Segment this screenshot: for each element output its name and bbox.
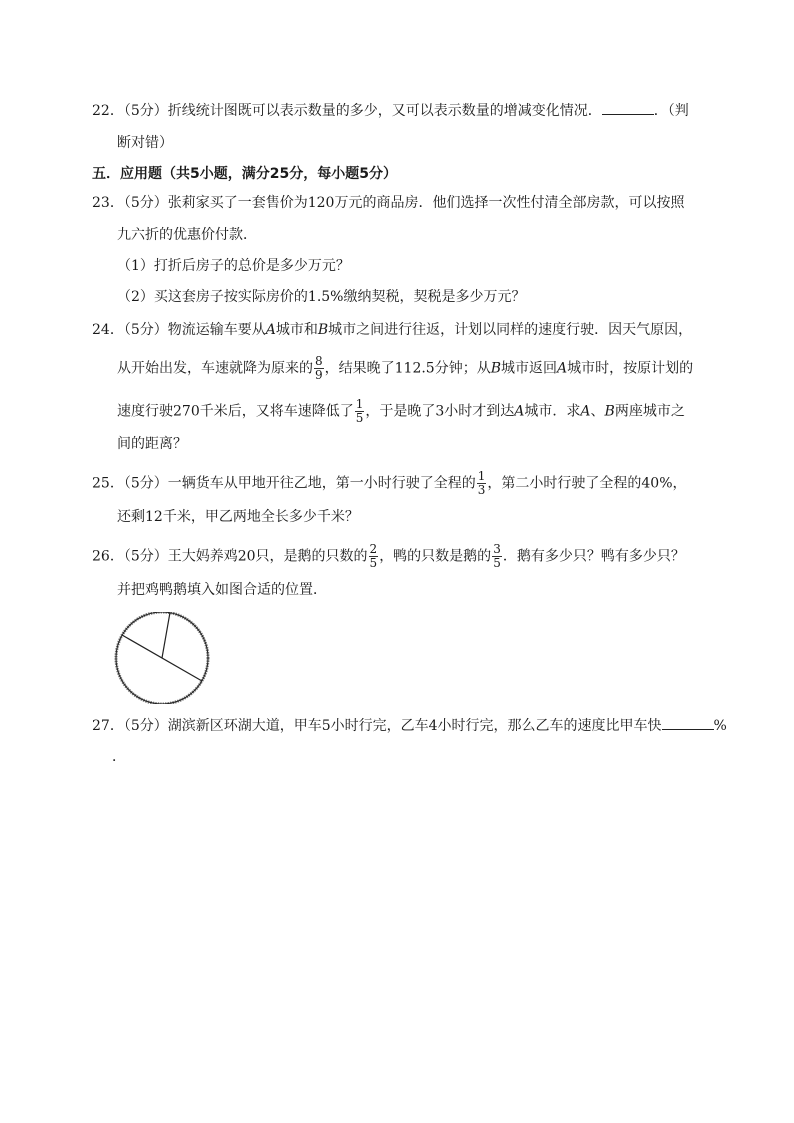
q26-text: 26．（5分）王大妈养鸡20只，是鹅的只数的 — [92, 548, 368, 565]
frac-denominator: 5 — [493, 556, 501, 570]
q22-text-suffix: ．（判 — [653, 103, 689, 119]
q27-answer-blank[interactable] — [662, 715, 714, 730]
q23-sub2: （2）买这套房子按实际房价的1.5%缴纳契税，契税是多少万元？ — [117, 289, 526, 305]
q24-text: 城市和 — [275, 322, 318, 338]
q24-line3 — [117, 398, 685, 425]
city-a: A — [580, 403, 591, 420]
q27-text: 27．（5分）湖滨新区环湖大道，甲车5小时行完，乙车4小时行完，那么乙车的速度比甲车快 — [92, 718, 662, 734]
pie-radius-line — [162, 613, 170, 659]
q24-text: 城市返回 — [501, 360, 558, 377]
frac-denominator: 5 — [369, 556, 378, 570]
q26-text: ．鹅有多少只？鸭有多少只？ — [502, 548, 685, 565]
q25-line2: 还剩12千米，甲乙两地全长多少千米？ — [117, 509, 359, 525]
q24-line4: 间的距离？ — [117, 436, 187, 452]
fraction-1-3 — [477, 470, 487, 497]
q27-line1 — [92, 715, 727, 736]
frac-denominator: 5 — [355, 411, 364, 425]
q27-line2: ． — [112, 749, 126, 765]
q24-text: 速度行驶270千米后，又将车速降低了 — [117, 403, 354, 420]
q27-percent: % — [713, 718, 727, 734]
q24-text: 、 — [590, 403, 605, 420]
q22-line1 — [92, 100, 689, 121]
frac-numerator: 8 — [315, 354, 323, 368]
q23-sub1: （1）打折后房子的总价是多少万元？ — [117, 258, 350, 274]
q26-line1 — [92, 543, 685, 570]
frac-numerator: 1 — [355, 397, 364, 411]
frac-denominator: 9 — [315, 368, 323, 382]
frac-denominator: 3 — [477, 483, 486, 497]
fraction-2-5 — [369, 543, 379, 570]
q24-text: 从开始出发，车速就降为原来的 — [117, 360, 313, 377]
q24-text: 城市之间进行往返，计划以同样的速度行驶．因天气原因， — [328, 322, 693, 338]
frac-numerator: 1 — [477, 469, 486, 483]
q22-line2: 断对错） — [117, 135, 173, 151]
q24-text: ，于是晚了3小时才到达 — [365, 403, 515, 420]
q22-text: 22．（5分）折线统计图既可以表示数量的多少，又可以表示数量的增减变化情况． — [92, 103, 602, 119]
pie-diagram — [112, 612, 212, 704]
q25-line1 — [92, 470, 687, 497]
frac-numerator: 2 — [369, 542, 378, 556]
q23-line2: 九六折的优惠价付款． — [117, 227, 257, 243]
q22-answer-blank[interactable] — [602, 100, 654, 115]
q26-text: ，鸭的只数是鹅的 — [379, 548, 492, 565]
city-b: B — [604, 403, 615, 420]
fraction-3-5 — [492, 543, 502, 570]
q24-text: 城市时，按原计划的 — [567, 360, 694, 377]
frac-numerator: 3 — [493, 542, 501, 556]
q24-line1 — [92, 320, 692, 340]
q24-text: ，结果晚了112.5分钟；从 — [324, 360, 491, 377]
q25-text: 25．（5分）一辆货车从甲地开往乙地，第一小时行驶了全程的 — [92, 475, 476, 492]
fraction-1-5 — [355, 398, 365, 425]
q24-line2 — [117, 355, 693, 382]
q25-text: ，第二小时行驶了全程的40%， — [487, 475, 687, 492]
q23-line1: 23．（5分）张莉家买了一套售价为120万元的商品房．他们选择一次性付清全部房款，可以按照 — [92, 195, 685, 211]
q24-text: 城市．求 — [524, 403, 581, 420]
city-a: A — [514, 403, 525, 420]
city-b: B — [317, 322, 329, 338]
section-heading: 五．应用题（共5小题，满分25分，每小题5分） — [92, 166, 397, 182]
q24-text: 24．（5分）物流运输车要从 — [92, 322, 266, 338]
q26-line2: 并把鸡鸭鹅填入如图合适的位置． — [117, 582, 327, 598]
city-a: A — [265, 322, 276, 338]
pie-diameter-line — [122, 635, 202, 681]
fraction-8-9 — [314, 355, 324, 382]
city-a: A — [557, 360, 568, 377]
city-b: B — [490, 360, 502, 377]
q24-text: 两座城市之 — [614, 403, 685, 420]
